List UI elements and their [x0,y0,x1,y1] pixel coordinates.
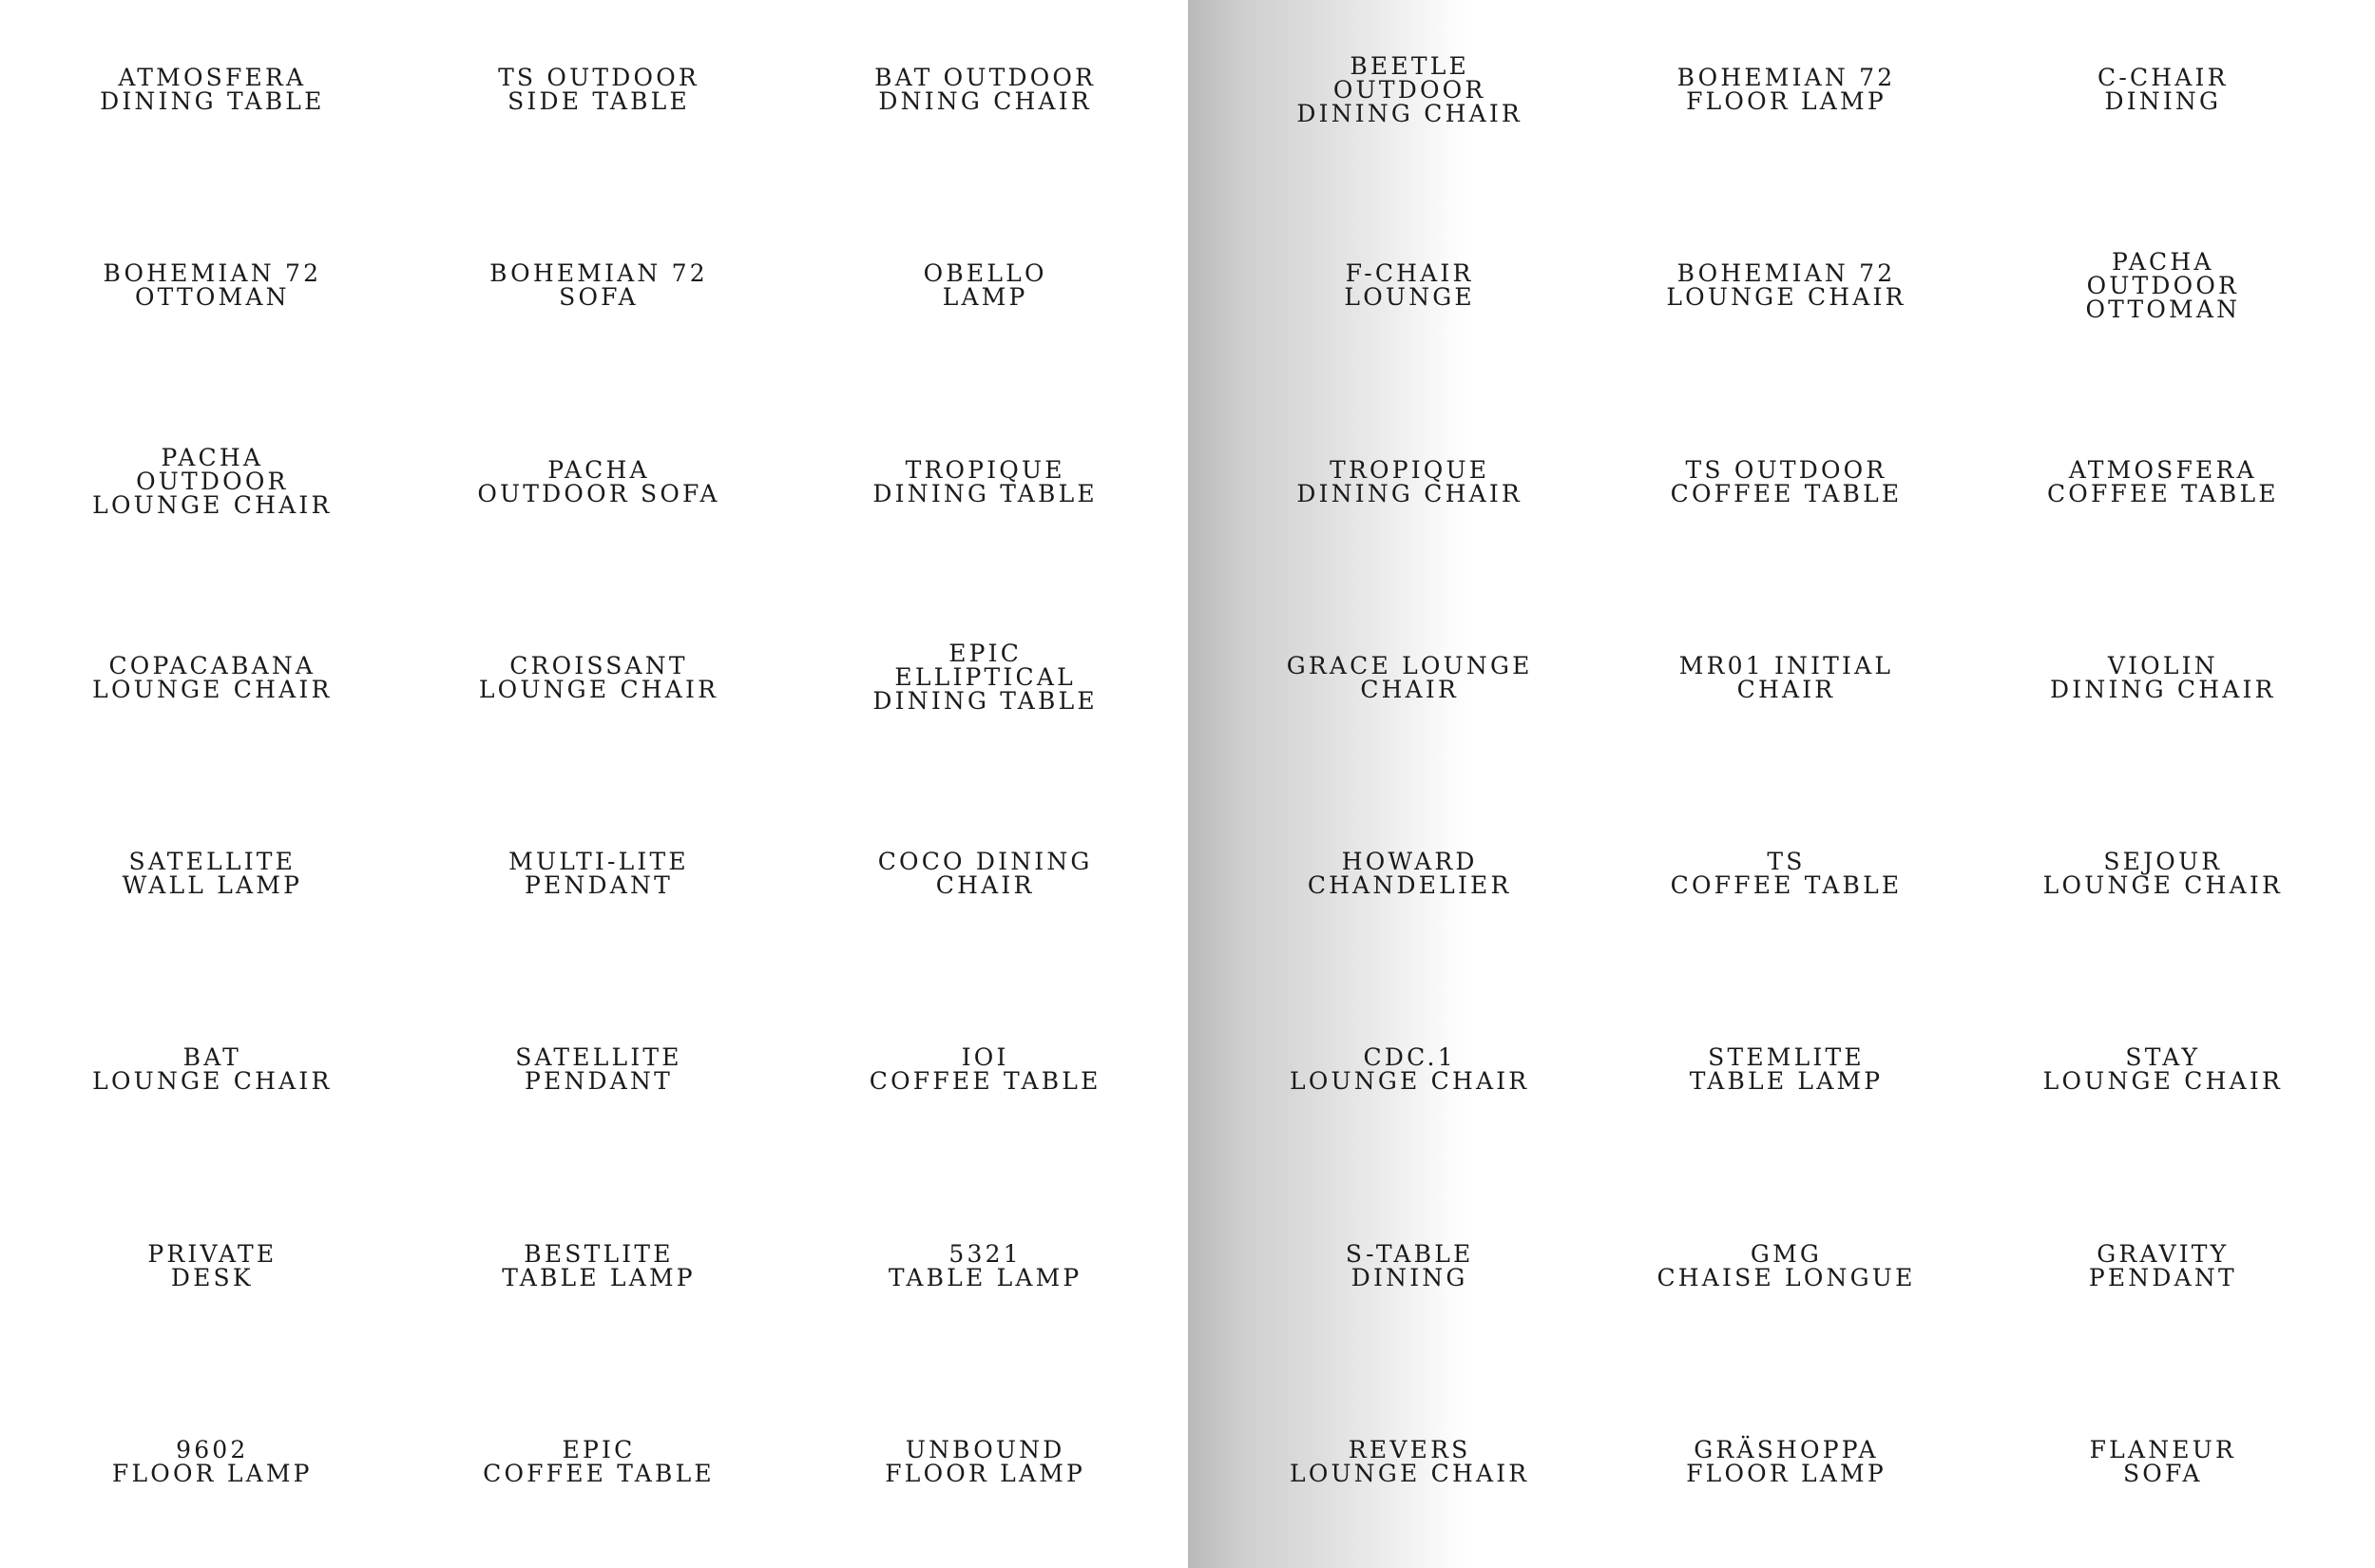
product-name: GRAVITY PENDANT [2088,1239,2237,1291]
product-cell [19,392,406,588]
product-cell [792,0,1178,196]
product-name: 5321 TABLE LAMP [888,1239,1082,1291]
product-name: PACHA OUTDOOR OTTOMAN [2085,247,2241,323]
product-cell [406,588,793,784]
product-cell [792,392,1178,588]
product-cell [19,980,406,1176]
product-cell [1598,1176,1974,1372]
product-name: COPACABANA LOUNGE CHAIR [92,651,333,703]
product-name: TS OUTDOOR COFFEE TABLE [1670,455,1903,507]
product-name: VIOLIN DINING CHAIR [2050,651,2276,703]
product-name: CDC.1 LOUNGE CHAIR [1290,1043,1530,1096]
product-cell [19,1176,406,1372]
product-name: COCO DINING CHAIR [877,848,1093,900]
product-name: MR01 INITIAL CHAIR [1678,651,1894,703]
product-name: OBELLO LAMP [923,259,1047,312]
product-cell [1221,196,1598,392]
product-cell [1975,784,2351,980]
product-name: FLANEUR SOFA [2089,1435,2237,1487]
product-cell [19,588,406,784]
product-name: BEETLE OUTDOOR DINING CHAIR [1296,51,1523,127]
product-name: REVERS LOUNGE CHAIR [1290,1435,1530,1487]
product-name: TROPIQUE DINING CHAIR [1296,455,1523,507]
product-name: EPIC ELLIPTICAL DINING TABLE [872,640,1098,716]
product-cell [1598,588,1974,784]
product-name: ATMOSFERA COFFEE TABLE [2046,455,2279,507]
product-cell [1598,1372,1974,1568]
product-name: GRÄSHOPPA FLOOR LAMP [1686,1435,1887,1487]
product-name: SATELLITE PENDANT [515,1043,682,1096]
product-cell [1598,392,1974,588]
product-cell [406,1372,793,1568]
product-cell [1598,196,1974,392]
product-cell [792,588,1178,784]
product-name: F-CHAIR LOUNGE [1344,259,1475,312]
product-name: BOHEMIAN 72 SOFA [489,259,708,312]
product-cell [1221,980,1598,1176]
product-cell [1598,980,1974,1176]
product-cell [406,0,793,196]
product-cell [406,784,793,980]
product-name: EPIC COFFEE TABLE [483,1435,715,1487]
product-cell [1221,1372,1598,1568]
product-cell [1221,392,1598,588]
product-name: UNBOUND FLOOR LAMP [885,1435,1086,1487]
product-name: BOHEMIAN 72 LOUNGE CHAIR [1666,259,1906,312]
product-cell [792,1372,1178,1568]
product-cell [406,1176,793,1372]
product-cell [1221,784,1598,980]
product-name: HOWARD CHANDELIER [1307,848,1512,900]
product-name: ATMOSFERA DINING TABLE [100,64,325,116]
product-cell [19,784,406,980]
product-name: TS OUTDOOR SIDE TABLE [498,64,699,116]
product-name: 9602 FLOOR LAMP [111,1435,313,1487]
product-cell [792,784,1178,980]
product-cell [792,1176,1178,1372]
product-cell [1975,392,2351,588]
product-cell [19,0,406,196]
right-page [1188,0,2375,1568]
product-name: IOI COFFEE TABLE [869,1043,1101,1096]
product-name: PACHA OUTDOOR LOUNGE CHAIR [92,444,333,520]
product-name: GRACE LOUNGE CHAIR [1286,651,1533,703]
product-name: BESTLITE TABLE LAMP [502,1239,696,1291]
product-name: BAT OUTDOOR DNING CHAIR [874,64,1097,116]
product-cell [1975,196,2351,392]
product-cell [792,196,1178,392]
product-name: CROISSANT LOUNGE CHAIR [478,651,719,703]
product-name: PACHA OUTDOOR SOFA [477,455,720,507]
product-name: PRIVATE DESK [147,1239,278,1291]
product-name: STEMLITE TABLE LAMP [1689,1043,1884,1096]
product-name: GMG CHAISE LONGUE [1657,1239,1916,1291]
product-cell [1975,980,2351,1176]
product-cell [406,980,793,1176]
product-cell [1221,1176,1598,1372]
product-name: TS COFFEE TABLE [1670,848,1903,900]
product-name: BOHEMIAN 72 OTTOMAN [103,259,322,312]
product-cell [1598,0,1974,196]
product-name: S-TABLE DINING [1345,1239,1474,1291]
product-name: C-CHAIR DINING [2097,64,2229,116]
product-cell [1598,784,1974,980]
product-name: MULTI-LITE PENDANT [508,848,689,900]
product-cell [406,392,793,588]
product-cell [1975,0,2351,196]
product-name: SEJOUR LOUNGE CHAIR [2042,848,2283,900]
product-cell [19,196,406,392]
product-cell [19,1372,406,1568]
product-cell [1975,1372,2351,1568]
product-name: BOHEMIAN 72 FLOOR LAMP [1676,64,1896,116]
product-cell [1221,588,1598,784]
product-cell [1975,588,2351,784]
product-cell [1221,0,1598,196]
product-cell [406,196,793,392]
product-name: TROPIQUE DINING TABLE [872,455,1098,507]
product-cell [792,980,1178,1176]
product-name: SATELLITE WALL LAMP [122,848,303,900]
product-cell [1975,1176,2351,1372]
product-name: BAT LOUNGE CHAIR [92,1043,333,1096]
product-name: STAY LOUNGE CHAIR [2042,1043,2283,1096]
